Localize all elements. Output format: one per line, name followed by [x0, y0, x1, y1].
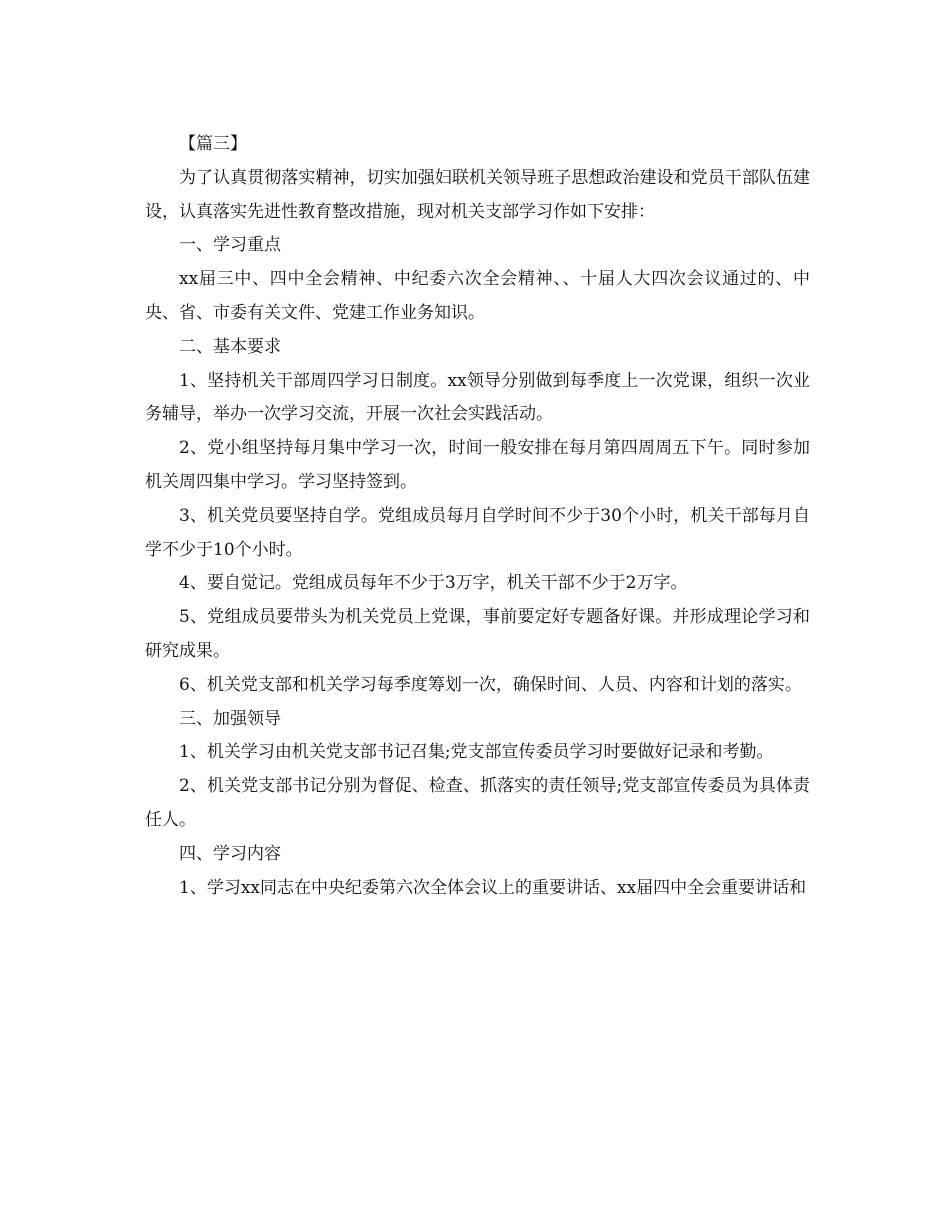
heading-study-content: 四、学习内容: [179, 843, 281, 864]
intro-paragraph: 为了认真贯彻落实精神，切实加强妇联机关领导班子思想政治建设和党员干部队伍建设，认真落实先进性教育整改措施，现对机关支部学习作如下安排：: [145, 167, 810, 222]
heading-basic-requirements: 二、基本要求: [179, 336, 281, 357]
heading-strengthen-leadership: 三、加强领导: [179, 708, 281, 729]
leadership-item-2: 2、机关党支部书记分别为督促、检查、抓落实的责任领导;党支部宣传委员为具体责任人。: [145, 776, 810, 830]
document-body: [145, 128, 810, 905]
section-marker: 【篇三】: [179, 134, 247, 154]
requirement-item-3: 3、机关党员要坚持自学。党组成员每月自学时间不少于30个小时，机关干部每月自学不少于10个小时。: [145, 505, 810, 560]
heading-study-focus: 一、学习重点: [179, 235, 281, 256]
requirement-item-1: 1、坚持机关干部周四学习日制度。xx领导分别做到每季度上一次党课，组织一次业务辅导，举办一次学习交流，开展一次社会实践活动。: [145, 370, 810, 425]
requirement-item-4: 4、要自觉记。党组成员每年不少于3万字，机关干部不少于2万字。: [179, 573, 688, 594]
requirement-item-6: 6、机关党支部和机关学习每季度筹划一次，确保时间、人员、内容和计划的落实。: [179, 674, 802, 695]
leadership-item-1: 1、机关学习由机关党支部书记召集;党支部宣传委员学习时要做好记录和考勤。: [179, 742, 774, 763]
requirement-item-2: 2、党小组坚持每月集中学习一次，时间一般安排在每月第四周周五下午。同时参加机关周四集中学习。学习坚持签到。: [145, 438, 810, 492]
content-item-1: 1、学习xx同志在中央纪委第六次全体会议上的重要讲话、xx届四中全会重要讲话和: [179, 877, 807, 898]
study-focus-paragraph: xx届三中、四中全会精神、中纪委六次全会精神、、十届人大四次会议通过的、中央、省、市委有关文件、党建工作业务知识。: [145, 269, 810, 323]
requirement-item-5: 5、党组成员要带头为机关党员上党课，事前要定好专题备好课。并形成理论学习和研究成果。: [145, 607, 810, 661]
